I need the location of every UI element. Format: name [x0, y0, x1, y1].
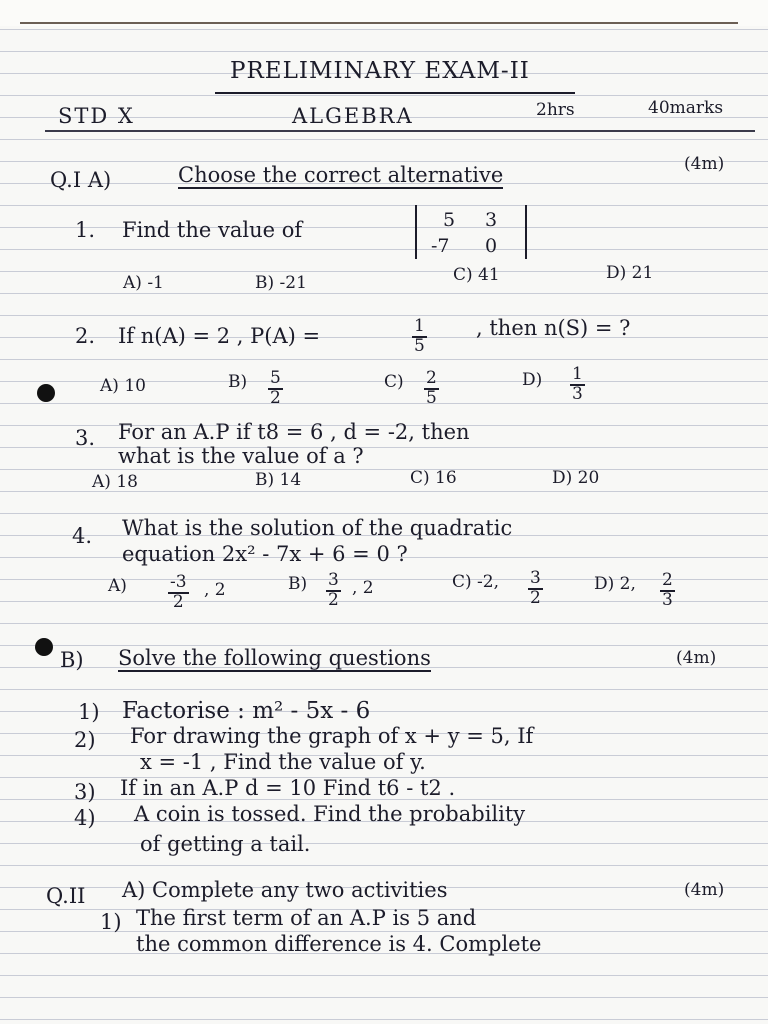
exam-title: PRELIMINARY EXAM-II: [230, 58, 530, 84]
header-rule: [45, 130, 755, 132]
q1a-heading: Choose the correct alternative: [178, 163, 504, 187]
binder-hole-bottom: [35, 638, 53, 656]
q2-option-a: A) 10: [100, 376, 146, 396]
q4-option-d-label: D) 2,: [594, 574, 636, 594]
q2-section-heading: A) Complete any two activities: [122, 878, 448, 902]
q4-number: 4.: [72, 524, 93, 548]
b3-text: If in an A.P d = 10 Find t6 - t2 .: [120, 776, 456, 800]
q4-option-b-fraction: [326, 572, 341, 610]
fraction-numerator: 3: [328, 570, 339, 590]
fraction-denominator: 5: [414, 335, 425, 356]
matrix-cell: 3: [485, 209, 498, 231]
q2-option-c-label: C): [384, 372, 404, 392]
b2-line2: x = -1 , Find the value of y.: [140, 750, 426, 774]
q4-option-b-suffix: , 2: [352, 578, 374, 598]
q4-option-d-fraction: [660, 572, 675, 610]
fraction-numerator: 3: [530, 568, 541, 588]
fraction-numerator: 2: [662, 570, 673, 590]
q4-option-b-label: B): [288, 574, 308, 594]
q1-number: 1.: [75, 218, 96, 242]
q2-section-marks: (4m): [684, 880, 725, 900]
q2-section-label: Q.II: [46, 884, 86, 908]
fraction-denominator: 3: [662, 589, 673, 610]
matrix-cell: 5: [443, 209, 456, 231]
q4-option-a-suffix: , 2: [204, 580, 226, 600]
q2a-item1-number: 1): [100, 910, 122, 934]
q1-option-b: B) -21: [255, 273, 307, 293]
q4-line2: equation 2x² - 7x + 6 = 0 ?: [122, 542, 408, 566]
b3-number: 3): [74, 780, 96, 804]
q2-text-prefix: If n(A) = 2 , P(A) =: [118, 324, 321, 348]
q2a-item1-line1: The first term of an A.P is 5 and: [136, 906, 477, 930]
q1-option-a: A) -1: [123, 273, 164, 293]
b1-text: Factorise : m² - 5x - 6: [122, 698, 371, 724]
fraction-numerator: 5: [270, 368, 281, 388]
b2-line1: For drawing the graph of x + y = 5, If: [130, 724, 534, 748]
q1-option-d: D) 21: [606, 263, 654, 283]
q3-number: 3.: [75, 426, 96, 450]
q3-option-d: D) 20: [552, 468, 600, 488]
fraction-denominator: 2: [328, 589, 339, 610]
fraction-numerator: 1: [572, 364, 583, 384]
matrix-cell: -7: [431, 235, 450, 257]
q1a-label: Q.I A): [50, 168, 112, 192]
q1b-heading: Solve the following questions: [118, 646, 431, 670]
q4-line1: What is the solution of the quadratic: [122, 516, 513, 540]
q1a-marks: (4m): [684, 154, 725, 174]
q3-line1: For an A.P if t8 = 6 , d = -2, then: [118, 420, 470, 444]
subject-label: ALGEBRA: [292, 104, 414, 128]
q3-option-a: A) 18: [92, 472, 138, 492]
fraction-numerator: -3: [170, 572, 187, 592]
q2-option-b-label: B): [228, 372, 248, 392]
fraction-denominator: 2: [530, 587, 541, 608]
q4-option-a-fraction: [168, 574, 189, 612]
b4-line2: of getting a tail.: [140, 832, 311, 856]
q4-option-a-label: A): [108, 576, 127, 596]
fraction-denominator: 3: [572, 383, 583, 404]
q1-text: Find the value of: [122, 218, 303, 242]
b4-line1: A coin is tossed. Find the probability: [134, 802, 526, 826]
std-label: STD X: [58, 104, 135, 128]
q2-option-d-label: D): [522, 370, 543, 390]
fraction-numerator: 1: [414, 316, 425, 336]
q1b-marks: (4m): [676, 648, 717, 668]
marks-label: 40marks: [648, 98, 724, 118]
q1b-label: B): [60, 648, 84, 672]
q3-line2: what is the value of a ?: [118, 444, 364, 468]
fraction-denominator: 2: [172, 591, 184, 612]
q2a-item1-line2: the common difference is 4. Complete: [136, 932, 542, 956]
q3-option-b: B) 14: [255, 470, 302, 490]
q2-text-suffix: , then n(S) = ?: [476, 316, 631, 340]
q2-option-b-fraction: [268, 370, 283, 408]
b2-number: 2): [74, 728, 96, 752]
determinant-matrix: [415, 205, 527, 259]
q3-option-c: C) 16: [410, 468, 457, 488]
q4-option-c-fraction: [528, 570, 543, 608]
fraction-numerator: 2: [426, 368, 437, 388]
duration-label: 2hrs: [536, 100, 575, 120]
q4-option-c-label: C) -2,: [452, 572, 500, 592]
title-underline: [215, 92, 575, 94]
binder-hole-top: [37, 384, 55, 402]
q1-option-c: C) 41: [453, 265, 500, 285]
q2-number: 2.: [75, 324, 96, 348]
b1-number: 1): [78, 700, 100, 724]
matrix-cell: 0: [485, 235, 498, 257]
fraction-denominator: 5: [426, 387, 437, 408]
fraction-denominator: 2: [270, 387, 281, 408]
q2-fraction: [412, 318, 427, 356]
q2-option-c-fraction: [424, 370, 439, 408]
page-top-edge: [0, 0, 768, 26]
q2-option-d-fraction: [570, 366, 585, 404]
b4-number: 4): [74, 806, 96, 830]
